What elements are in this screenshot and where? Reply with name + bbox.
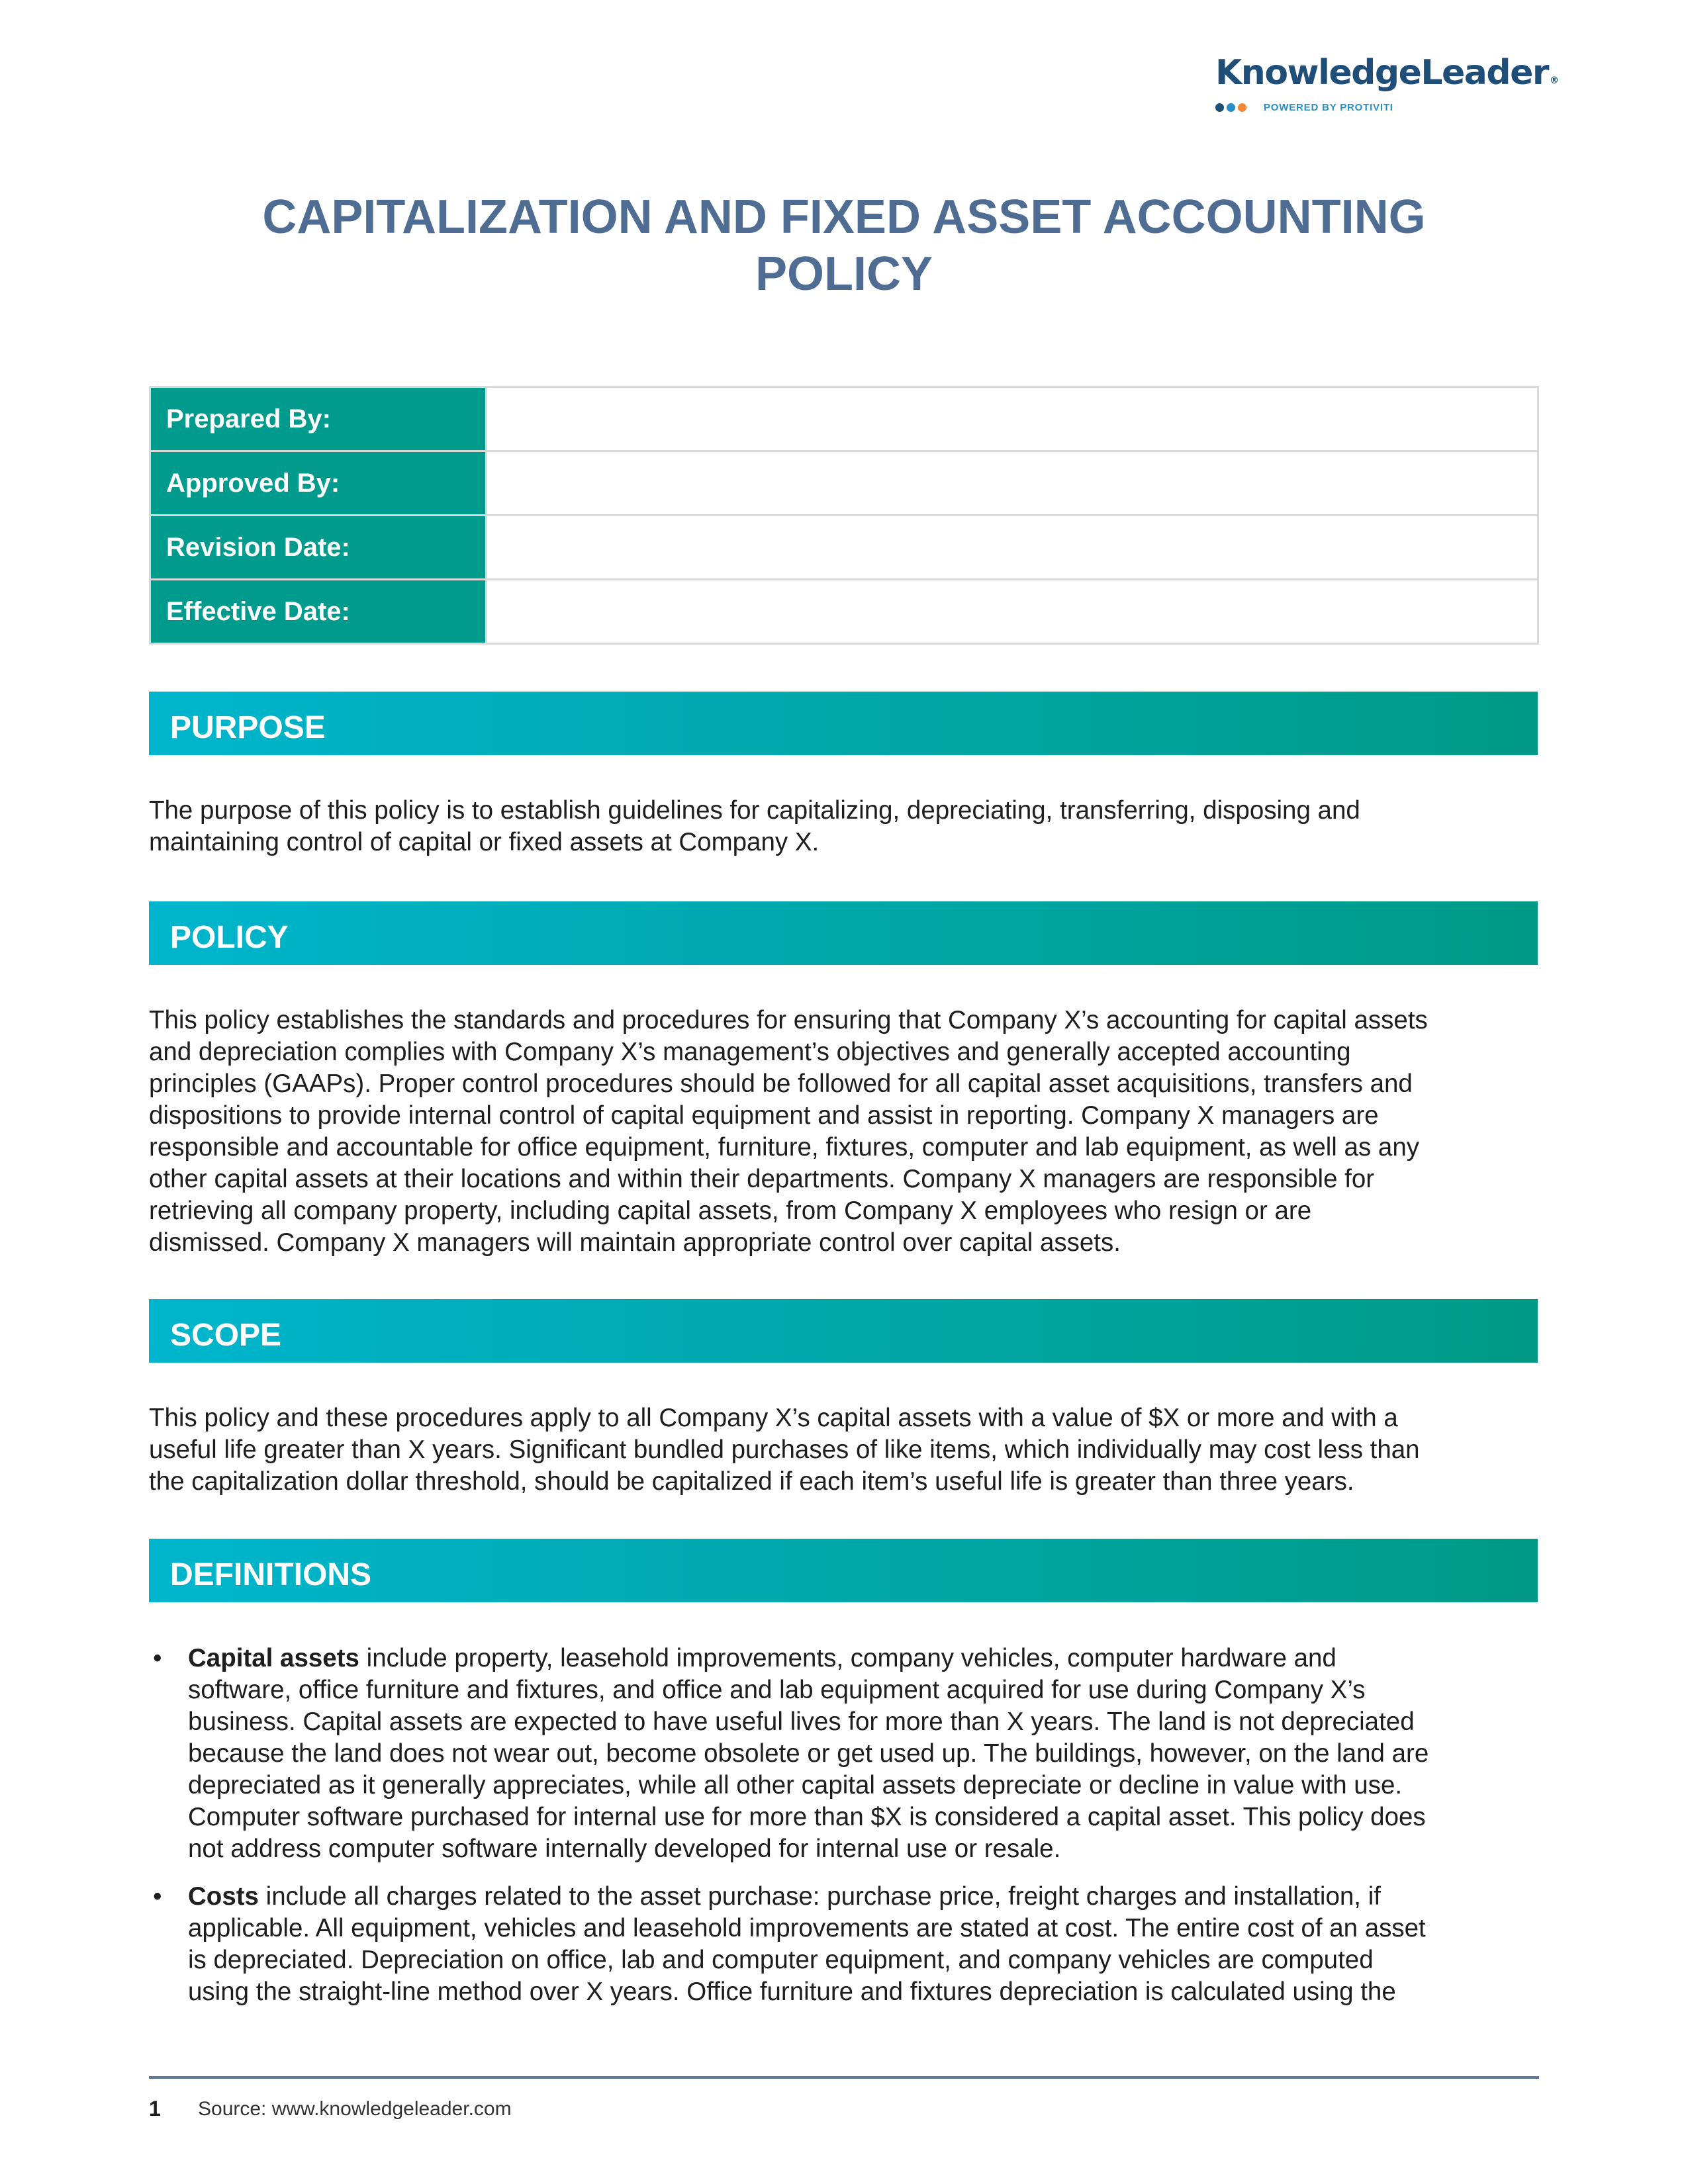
logo-dot-navy (1215, 103, 1224, 112)
document-title-line-1: CAPITALIZATION AND FIXED ASSET ACCOUNTING (262, 191, 1426, 244)
paragraph-line: dismissed. Company X managers will maintain appropriate control over capital assets. (149, 1228, 1121, 1257)
definition-line: is depreciated. Depreciation on office, lab and computer equipment, and company vehicles are computed (188, 1946, 1374, 1974)
definition-first-line (188, 1881, 1546, 1913)
definition-line: software, office furniture and fixtures, and office and lab equipment acquired for use during Company X’s (188, 1676, 1366, 1704)
page-number: 1 (149, 2097, 161, 2120)
definition-term: Capital assets (188, 1644, 359, 1672)
bullet-icon: • (153, 1644, 162, 1672)
paragraph-line: dispositions to provide internal control of capital equipment and assist in reporting. Company X managers are (149, 1101, 1379, 1130)
document-title (149, 189, 1539, 302)
logo-dots-icon (1215, 103, 1246, 112)
paragraph-line: other capital assets at their locations and within their departments. Company X managers are responsible for (149, 1165, 1375, 1193)
paragraph-line: maintaining control of capital or fixed assets at Company X. (149, 828, 820, 856)
table-row-effective-date (150, 580, 1538, 644)
effective-date-field[interactable] (487, 580, 1538, 644)
revision-date-field[interactable] (487, 516, 1538, 580)
document-info-table (149, 386, 1539, 645)
definition-text: include all charges related to the asset purchase: purchase price, freight charges and installation, if (258, 1882, 1381, 1911)
policy-paragraph (149, 1005, 1546, 1259)
effective-date-label: Effective Date: (150, 580, 487, 644)
policy-heading: POLICY (149, 901, 1538, 965)
list-item (149, 1881, 1546, 2008)
definitions-list (149, 1643, 1546, 2024)
definition-first-line (188, 1643, 1546, 1674)
definition-line: depreciated as it generally appreciates, while all other capital assets depreciate or decline in value with use. (188, 1771, 1403, 1799)
document-title-line-2: POLICY (755, 248, 933, 300)
paragraph-line: The purpose of this policy is to establish guidelines for capitalizing, depreciating, transferring, disposing and (149, 796, 1360, 825)
definition-line: because the land does not wear out, become obsolete or get used up. The buildings, however, on the land are (188, 1739, 1429, 1768)
footer-divider (149, 2076, 1539, 2079)
paragraph-line: and depreciation complies with Company X’s management’s objectives and generally accepted accounting (149, 1038, 1351, 1066)
definition-line: applicable. All equipment, vehicles and leasehold improvements are stated at cost. The entire cost of an asset (188, 1914, 1426, 1942)
powered-by-text: POWERED BY PROTIVITI (1264, 101, 1393, 113)
definition-term: Costs (188, 1882, 259, 1911)
knowledgeleader-logo (1215, 53, 1558, 115)
source-url[interactable]: Source: www.knowledgeleader.com (198, 2098, 512, 2120)
paragraph-line: the capitalization dollar threshold, should be capitalized if each item’s useful life is greater than three years. (149, 1467, 1354, 1496)
paragraph-line: retrieving all company property, including capital assets, from Company X employees who resign or are (149, 1197, 1312, 1225)
prepared-by-field[interactable] (487, 387, 1538, 451)
purpose-heading: PURPOSE (149, 692, 1538, 755)
definition-line: not address computer software internally developed for internal use or resale. (188, 1835, 1061, 1863)
logo-wordmark (1215, 53, 1558, 93)
table-row-revision-date (150, 516, 1538, 580)
approved-by-field[interactable] (487, 451, 1538, 516)
definition-line: Computer software purchased for internal use for more than $X is considered a capital asset. This policy does (188, 1803, 1426, 1831)
definitions-heading: DEFINITIONS (149, 1539, 1538, 1602)
logo-subline (1215, 99, 1533, 115)
prepared-by-label: Prepared By: (150, 387, 487, 451)
paragraph-line: principles (GAAPs). Proper control procedures should be followed for all capital asset acquisitions, transfers and (149, 1069, 1413, 1098)
paragraph-line: responsible and accountable for office equipment, furniture, fixtures, computer and lab equipment, as well as any (149, 1133, 1419, 1161)
purpose-paragraph (149, 795, 1546, 858)
logo-dot-blue (1227, 103, 1235, 112)
definition-line: business. Capital assets are expected to have useful lives for more than X years. The land is not depreciated (188, 1707, 1415, 1736)
definition-line: using the straight-line method over X years. Office furniture and fixtures depreciation is calculated using the (188, 1978, 1396, 2006)
logo-wordmark-text: KnowledgeLeader (1215, 53, 1549, 93)
table-row-prepared-by (150, 387, 1538, 451)
scope-paragraph (149, 1402, 1546, 1498)
trademark-symbol: ® (1550, 75, 1558, 86)
revision-date-label: Revision Date: (150, 516, 487, 580)
logo-dot-orange (1238, 103, 1246, 112)
definition-text: include property, leasehold improvements, company vehicles, computer hardware and (359, 1644, 1336, 1672)
list-item (149, 1643, 1546, 1865)
bullet-icon: • (153, 1882, 162, 1911)
paragraph-line: This policy establishes the standards and procedures for ensuring that Company X’s accounting for capital assets (149, 1006, 1428, 1034)
approved-by-label: Approved By: (150, 451, 487, 516)
table-row-approved-by (150, 451, 1538, 516)
scope-heading: SCOPE (149, 1299, 1538, 1363)
paragraph-line: This policy and these procedures apply to all Company X’s capital assets with a value of $X or more and with a (149, 1404, 1398, 1432)
paragraph-line: useful life greater than X years. Significant bundled purchases of like items, which individually may cost less than (149, 1435, 1420, 1464)
